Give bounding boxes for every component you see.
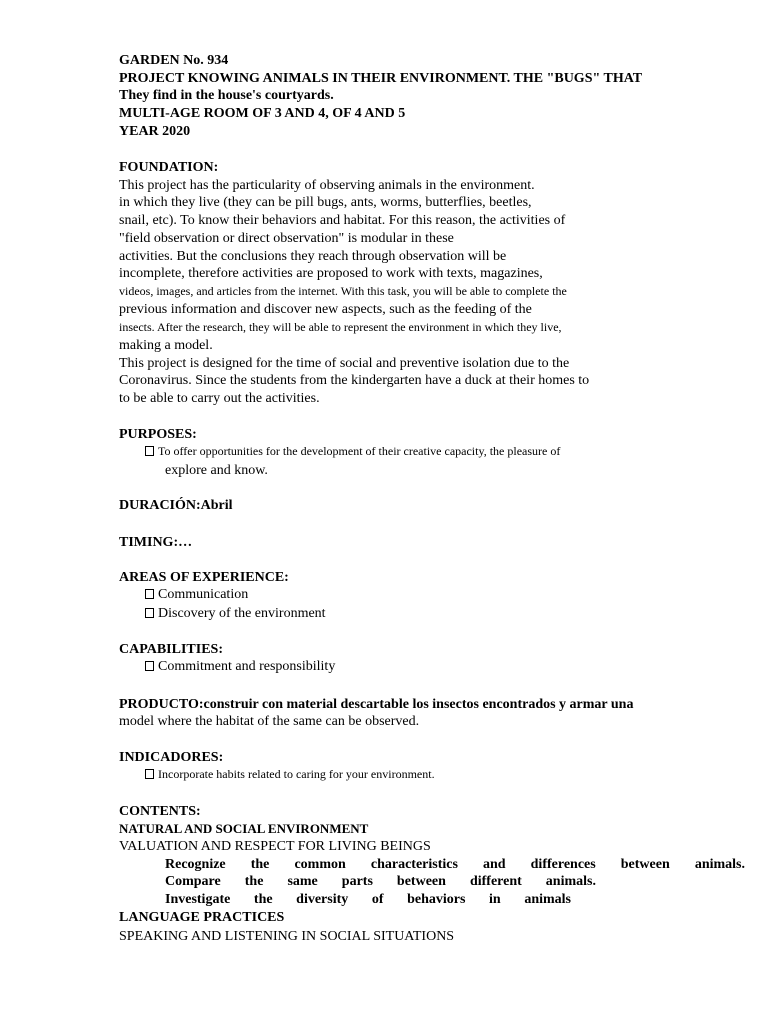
contents-natural: NATURAL AND SOCIAL ENVIRONMENT	[119, 821, 369, 836]
bullet-icon	[145, 446, 154, 456]
foundation-line: This project is designed for the time of social and preventive isolation due to the	[119, 356, 570, 371]
foundation-line: activities. But the conclusions they reach through observation will be	[119, 249, 507, 264]
foundation-line: to be able to carry out the activities.	[119, 391, 320, 406]
foundation-line: making a model.	[119, 338, 213, 353]
areas-item	[145, 605, 326, 622]
room-info: MULTI-AGE ROOM OF 3 AND 4, OF 4 AND 5	[119, 106, 406, 121]
foundation-line: videos, images, and articles from the internet. With this task, you will be able to complete the	[119, 284, 567, 298]
capabilities-heading: CAPABILITIES:	[119, 642, 223, 657]
contents-heading: CONTENTS:	[119, 804, 201, 819]
producto-line2: model where the habitat of the same can be observed.	[119, 714, 420, 729]
foundation-line: snail, etc). To know their behaviors and habitat. For this reason, the activities of	[119, 213, 566, 228]
bullet-icon	[145, 608, 154, 618]
foundation-heading: FOUNDATION:	[119, 160, 219, 175]
foundation-line: incomplete, therefore activities are proposed to work with texts, magazines,	[119, 266, 543, 281]
areas-item-text: Communication	[158, 587, 249, 602]
areas-item	[145, 586, 248, 603]
contents-speaking: SPEAKING AND LISTENING IN SOCIAL SITUATIONS	[119, 929, 455, 944]
contents-valuation: VALUATION AND RESPECT FOR LIVING BEINGS	[119, 839, 431, 854]
purposes-item	[145, 443, 560, 460]
producto-line1: PRODUCTO:construir con material descartable los insectos encontrados y armar una	[119, 697, 634, 712]
year: YEAR 2020	[119, 124, 191, 139]
purposes-item-continued: explore and know.	[165, 463, 268, 478]
foundation-line: in which they live (they can be pill bugs, ants, worms, butterflies, beetles,	[119, 195, 532, 210]
duration: DURACIÓN:Abril	[119, 498, 233, 513]
contents-item: Compare the same parts between different animals.	[165, 874, 596, 889]
foundation-line: insects. After the research, they will be able to represent the environment in which they live,	[119, 320, 562, 334]
foundation-line: "field observation or direct observation" is modular in these	[119, 231, 454, 246]
garden-number: GARDEN No. 934	[119, 53, 229, 68]
bullet-icon	[145, 661, 154, 671]
project-title-line1: PROJECT KNOWING ANIMALS IN THEIR ENVIRONMENT. THE "BUGS" THAT	[119, 71, 643, 86]
contents-language: LANGUAGE PRACTICES	[119, 910, 285, 925]
timing: TIMING:…	[119, 535, 193, 550]
project-title-line2: They find in the house's courtyards.	[119, 88, 334, 103]
areas-item-text: Discovery of the environment	[158, 606, 326, 621]
foundation-line: This project has the particularity of observing animals in the environment.	[119, 178, 535, 193]
capabilities-item-text: Commitment and responsibility	[158, 659, 336, 674]
indicadores-item-text: Incorporate habits related to caring for your environment.	[158, 767, 435, 781]
foundation-line: previous information and discover new aspects, such as the feeding of the	[119, 302, 532, 317]
purposes-item-text: To offer opportunities for the development of their creative capacity, the pleasure of	[158, 444, 561, 458]
indicadores-item	[145, 766, 435, 783]
bullet-icon	[145, 769, 154, 779]
bullet-icon	[145, 589, 154, 599]
contents-item: Investigate the diversity of behaviors in animals	[165, 892, 571, 907]
indicadores-heading: INDICADORES:	[119, 750, 224, 765]
capabilities-item	[145, 658, 335, 675]
contents-item: Recognize the common characteristics and differences between animals.	[165, 857, 745, 872]
areas-heading: AREAS OF EXPERIENCE:	[119, 570, 289, 585]
purposes-heading: PURPOSES:	[119, 427, 197, 442]
foundation-line: Coronavirus. Since the students from the kindergarten have a duck at their homes to	[119, 373, 590, 388]
